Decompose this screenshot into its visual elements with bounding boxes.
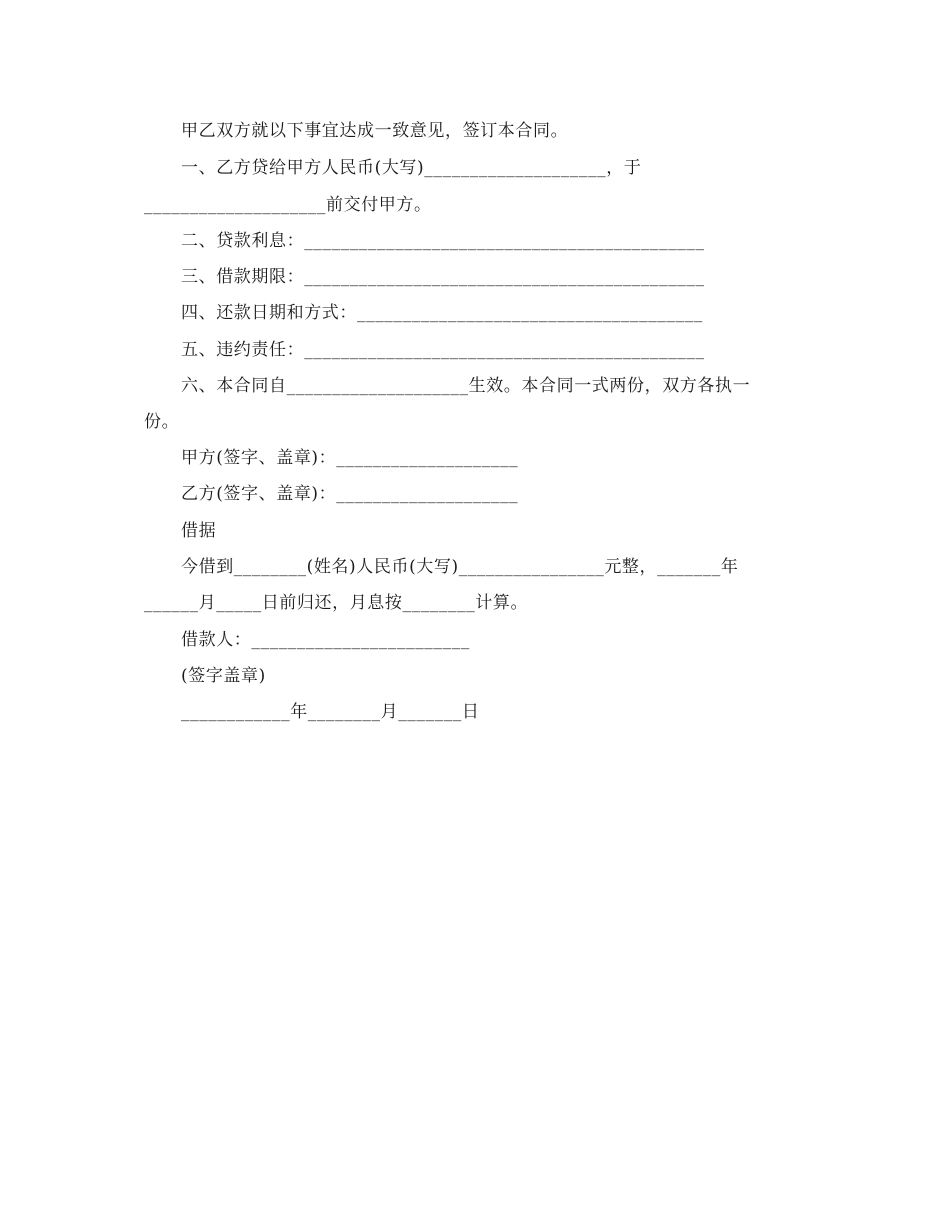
clause-3: 三、借款期限：____________________________________________ xyxy=(181,267,705,287)
party-a-signature: 甲方(签字、盖章)：____________________ xyxy=(181,448,519,468)
party-b-signature: 乙方(签字、盖章)：____________________ xyxy=(181,484,519,504)
date-line: ____________年________月_______日 xyxy=(181,702,480,722)
clause-1-line-1: 一、乙方贷给甲方人民币(大写)____________________，于 xyxy=(181,158,642,178)
receipt-title: 借据 xyxy=(181,521,217,541)
clause-1-line-2: ____________________前交付甲方。 xyxy=(144,195,432,215)
receipt-line-2: ______月_____日前归还，月息按________计算。 xyxy=(144,593,529,613)
clause-2: 二、贷款利息：____________________________________________ xyxy=(181,231,705,251)
clause-6-line-2: 份。 xyxy=(144,412,180,432)
intro-line: 甲乙双方就以下事宜达成一致意见，签订本合同。 xyxy=(181,121,569,141)
seal-note: (签字盖章) xyxy=(181,666,266,686)
borrower-line: 借款人：________________________ xyxy=(181,630,470,650)
receipt-line-1: 今借到________(姓名)人民币(大写)________________元整，_______年 xyxy=(181,557,739,577)
clause-5: 五、违约责任：____________________________________________ xyxy=(181,340,705,360)
clause-4: 四、还款日期和方式：______________________________________ xyxy=(181,303,703,323)
clause-6-line-1: 六、本合同自____________________生效。本合同一式两份，双方各执一 xyxy=(181,376,751,396)
